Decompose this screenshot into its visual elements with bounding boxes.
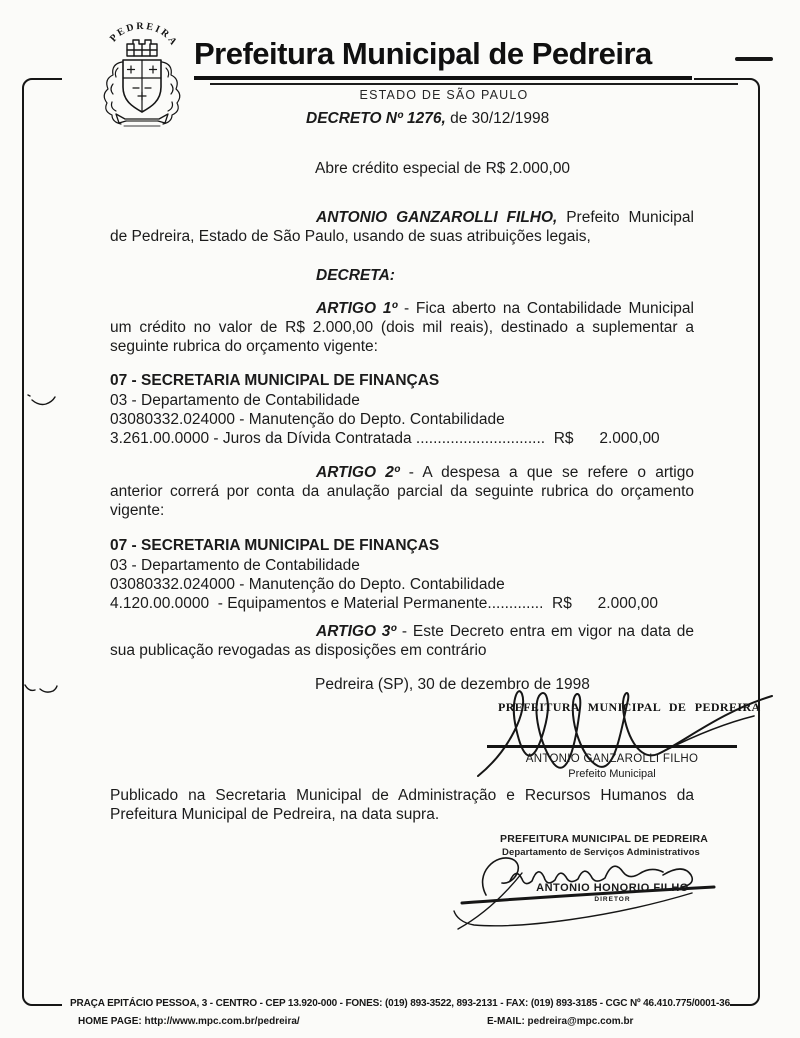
decree-heading [306, 110, 549, 128]
article-3-label: ARTIGO 3º [316, 623, 397, 640]
article-2-label: ARTIGO 2º [316, 464, 400, 481]
preamble-paragraph [110, 208, 694, 246]
decree-number: DECRETO Nº 1276, [306, 110, 446, 127]
budget-2-line: 03 - Departamento de Contabilidade [110, 557, 360, 574]
article-2-paragraph [110, 463, 694, 520]
crest-shield [123, 60, 161, 112]
budget-1-amount-line: 3.261.00.0000 - Juros da Dívida Contratada .............................. R$ 2.000,00 [110, 430, 660, 447]
footer-address-line: PRAÇA EPITÁCIO PESSOA, 3 - CENTRO - CEP 13.920-000 - FONES: (019) 893-3522, 893-2131 - FAX: (019) 893-3185 - CGC Nº 46.410.775/0001-36 [70, 998, 730, 1009]
budget-1-heading: 07 - SECRETARIA MUNICIPAL DE FINANÇAS [110, 372, 440, 389]
article-1-text: - Fica aberto na Contabilidade Municipal um crédito no valor de R$ 2.000,00 (dois mil reais), destinado a suplementar a seguinte rubrica do orçamento vigente: [110, 300, 694, 355]
budget-2-line: 03080332.024000 - Manutenção do Depto. Contabilidade [110, 576, 505, 593]
handwritten-check-mark [24, 392, 58, 408]
director-signed-role: DIRETOR [594, 896, 631, 903]
article-3-text: - Este Decreto entra em vigor na data de sua publicação revogadas as disposições em contrário [110, 623, 694, 659]
crest-crown [127, 40, 157, 56]
publication-note: Publicado na Secretaria Municipal de Administração e Recursos Humanos da Prefeitura Municipal de Pedreira, na data supra. [110, 787, 694, 823]
handwritten-check-mark [22, 680, 60, 696]
signature-line-1 [487, 745, 737, 748]
article-2-text: - A despesa a que se refere o artigo anterior correrá por conta da anulação parcial da seguinte rubrica do orçamento vigente: [110, 464, 694, 519]
signature-antonio-ganzarolli [470, 680, 780, 780]
article-1-label: ARTIGO 1º [316, 300, 398, 317]
director-signed-name: ANTONIO HONORIO FILHO [536, 882, 689, 894]
budget-2-heading: 07 - SECRETARIA MUNICIPAL DE FINANÇAS [110, 537, 440, 554]
crest-motto: PEDREIRA [107, 20, 180, 49]
header-right-dash [735, 57, 773, 61]
budget-1-line: 03 - Departamento de Contabilidade [110, 392, 360, 409]
pedreira-coat-of-arms [96, 14, 188, 132]
title-underline-thick [194, 76, 692, 80]
decree-date: de 30/12/1998 [445, 110, 550, 127]
budget-2-amount-line: 4.120.00.0000 - Equipamentos e Material Permanente............. R$ 2.000,00 [110, 595, 658, 612]
department-stamp-line2: Departamento de Serviços Administrativos [502, 847, 700, 858]
decree-summary: Abre crédito especial de R$ 2.000,00 [315, 160, 571, 177]
budget-1-line: 03080332.024000 - Manutenção do Depto. Contabilidade [110, 411, 505, 428]
article-3-paragraph [110, 622, 694, 660]
article-1-paragraph [110, 299, 694, 356]
crest-ribbon [116, 114, 168, 126]
preamble-text: Prefeito Municipal de Pedreira, Estado de São Paulo, usando de suas atribuições legais, [110, 209, 694, 245]
mayor-name-bold: ANTONIO GANZAROLLI FILHO, [316, 209, 558, 226]
footer-email: E-MAIL: pedreira@mpc.com.br [487, 1016, 634, 1027]
title-underline-thin [210, 83, 738, 85]
page-title: Prefeitura Municipal de Pedreira [194, 36, 652, 71]
dateline: Pedreira (SP), 30 de dezembro de 1998 [315, 676, 590, 693]
department-stamp-line1: PREFEITURA MUNICIPAL DE PEDREIRA [500, 833, 709, 845]
mayor-signed-role: Prefeito Municipal [568, 768, 656, 780]
mayor-signed-name: ANTONIO GANZAROLLI FILHO [525, 753, 699, 765]
state-subtitle: ESTADO DE SÃO PAULO [359, 88, 529, 102]
decreta-heading: DECRETA: [316, 267, 395, 284]
footer-homepage: HOME PAGE: http://www.mpc.com.br/pedreira/ [78, 1016, 300, 1027]
mayor-stamp-text: PREFEITURA MUNICIPAL DE PEDREIRA [498, 700, 761, 714]
